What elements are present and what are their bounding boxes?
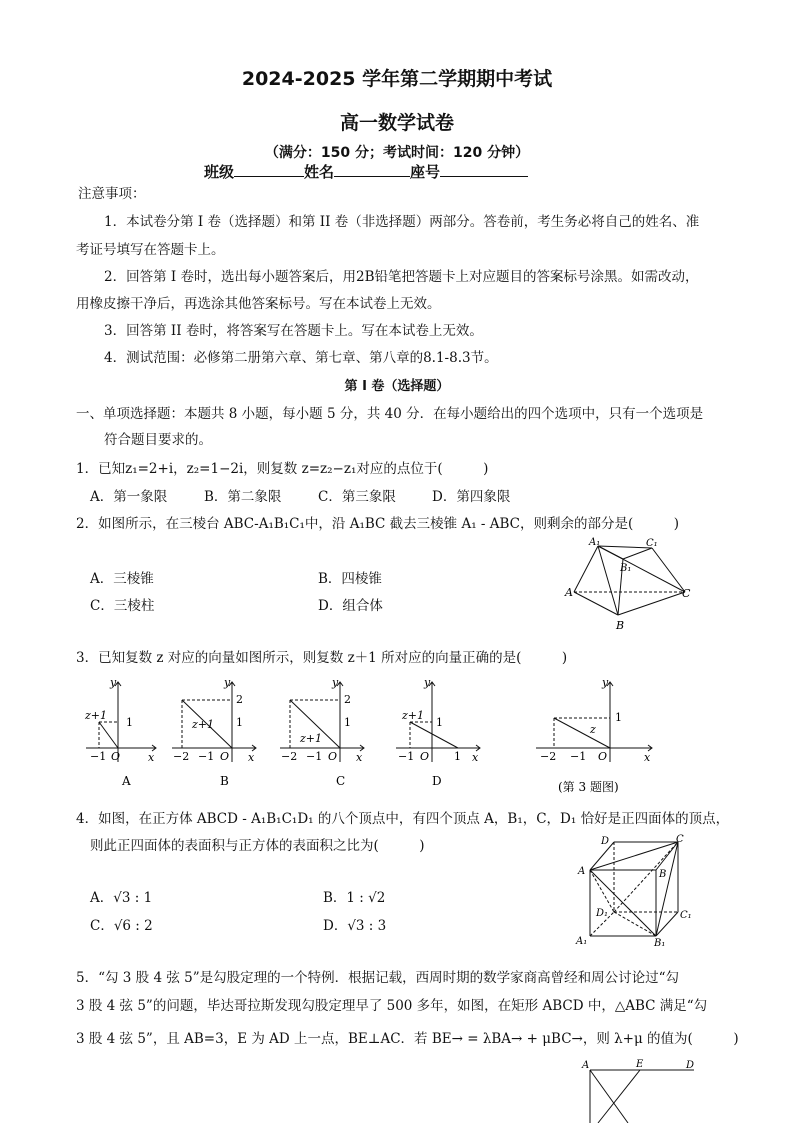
q1-stem: 1．已知z₁=2+i，z₂=1−2i，则复数 z=z₂−z₁对应的点位于( ) [76,461,489,477]
q2-label-c: C [682,587,691,600]
q5-label-a: A [582,1060,590,1071]
q3c-tick-2: 2 [344,693,351,706]
note-1a: 1．本试卷分第 I 卷（选择题）和第 II 卷（非选择题）两部分。答卷前，考生务必将自己的姓名、准 [104,214,700,230]
q3b-origin: O [220,750,230,763]
note-1b: 考证号填写在答题卡上。 [76,242,225,258]
q4-label-a1: A₁ [576,936,588,947]
q3c-caption: C [336,774,346,788]
q5-label-e: E [636,1059,644,1070]
q2-label-b: B [616,619,625,632]
q3d-tick-1: 1 [454,750,461,763]
q3b-tick-1: 1 [236,716,243,729]
q3-figure-b [168,672,268,788]
q3b-vector-label: z+1 [192,718,215,731]
student-info-line [204,161,528,182]
q3a-origin: O [111,750,121,763]
q4-label-a: A [578,866,586,877]
q3ref-tick-neg2: −2 [540,750,557,763]
q3b-caption: B [220,774,229,788]
q2-label-a: A [565,586,573,599]
q4-option-c: C．√6 : 2 [90,918,153,934]
q3d-tick-neg1: −1 [398,750,415,763]
q3a-tick-neg1: −1 [90,750,107,763]
q3-figure-d [392,672,492,788]
q3d-origin: O [420,750,430,763]
q2-option-d: D．组合体 [318,598,383,614]
q3c-y-label: y [332,676,339,689]
q4-cube-figure [572,830,697,950]
seat-blank [440,162,528,177]
q1-option-d: D．第四象限 [432,489,511,505]
q5-stem-c: 3 股 4 弦 5”，且 AB=3，E 为 AD 上一点，BE⊥AC．若 BE→ = λBA→ + μBC→，则 λ+μ 的值为( ) [76,1031,739,1047]
q3ref-y-label: y [602,676,609,689]
q3-figure-a [82,672,172,788]
q2-label-b1: B₁ [620,563,632,574]
q4-stem-a: 4．如图，在正方体 ABCD - A₁B₁C₁D₁ 的八个顶点中，有四个顶点 A，B₁，C，D₁ 恰好是正四面体的顶点， [76,811,730,827]
q2-stem: 2．如图所示，在三棱台 ABC-A₁B₁C₁中，沿 A₁BC 截去三棱锥 A₁ - ABC，则剩余的部分是( ) [76,516,680,532]
note-4: 4．测试范围：必修第二册第六章、第七章、第八章的8.1-8.3节。 [104,350,498,366]
score-info: （满分：150 分；考试时间：120 分钟） [264,145,530,161]
q3b-tick-neg1: −1 [198,750,215,763]
q1-option-a: A．第一象限 [90,489,168,505]
exam-subtitle: 高一数学试卷 [339,112,454,134]
q4-label-b: B [659,869,667,880]
q3c-tick-neg2: −2 [281,750,298,763]
q4-option-a: A．√3 : 1 [90,890,153,906]
q3d-tick-y1: 1 [436,716,443,729]
seat-label: 座号 [410,163,441,181]
q3b-tick-2: 2 [236,693,243,706]
q2-option-a: A．三棱锥 [90,571,154,587]
note-2a: 2．回答第 I 卷时，选出每小题答案后，用2B铅笔把答题卡上对应题目的答案标号涂黑。如需改动， [104,269,699,285]
q4-label-d: D [601,836,610,847]
q3d-caption: D [432,774,442,788]
q3a-vector-label: z+1 [85,709,108,722]
q3a-tick-1: 1 [126,716,133,729]
q3-figure-c [276,672,376,788]
class-label: 班级 [204,163,235,181]
q5-rectangle-figure [578,1056,698,1123]
q3d-x-label: x [472,751,479,764]
q4-label-c1: C₁ [680,910,692,921]
q3c-tick-neg1: −1 [306,750,323,763]
note-3: 3．回答第 II 卷时，将答案写在答题卡上。写在本试卷上无效。 [104,323,483,339]
q4-stem-b: 则此正四面体的表面积与正方体的表面积之比为( ) [90,838,425,854]
section-1-instructions-a: 一、单项选择题：本题共 8 小题，每小题 5 分，共 40 分．在每小题给出的四个选项中，只有一个选项是 [76,406,704,422]
q4-option-b: B．1 : √2 [323,890,386,906]
class-blank [234,162,304,177]
q3ref-vector-label: z [590,723,596,736]
q4-label-c: C [676,834,684,845]
q2-label-c1: C₁ [646,538,658,549]
q3-reference-figure [532,672,662,798]
q3b-y-label: y [224,676,231,689]
q3ref-tick-1: 1 [615,711,622,724]
q1-option-b: B．第二象限 [204,489,282,505]
section-1-title: 第 I 卷（选择题） [344,379,450,394]
q3c-x-label: x [356,751,363,764]
q3ref-origin: O [598,750,608,763]
q3ref-tick-neg1: −1 [570,750,587,763]
q3b-tick-neg2: −2 [173,750,190,763]
q3d-vector-label: z+1 [402,709,425,722]
q4-option-d: D．√3 : 3 [323,918,387,934]
q3c-origin: O [328,750,338,763]
name-blank [334,162,410,177]
q2-option-b: B．四棱锥 [318,571,382,587]
name-label: 姓名 [304,163,335,181]
q2-label-a1: A₁ [589,537,601,548]
q1-option-c: C．第三象限 [318,489,396,505]
q5-label-d: D [686,1060,695,1071]
exam-title: 2024-2025 学年第二学期期中考试 [241,68,553,90]
q3a-y-label: y [110,676,117,689]
section-1-instructions-b: 符合题目要求的。 [104,432,212,448]
q3c-tick-1: 1 [344,716,351,729]
q3ref-caption: (第 3 题图) [558,780,619,794]
q2-option-c: C．三棱柱 [90,598,155,614]
q3b-x-label: x [248,751,255,764]
q2-frustum-figure [560,535,700,635]
notes-heading: 注意事项： [78,186,146,202]
q4-label-b1: B₁ [654,938,666,949]
q3d-y-label: y [424,676,431,689]
q3a-x-label: x [148,751,155,764]
note-2b: 用橡皮擦干净后，再选涂其他答案标号。写在本试卷上无效。 [76,296,441,312]
q3c-vector-label: z+1 [300,732,323,745]
q3-stem: 3．已知复数 z 对应的向量如图所示，则复数 z＋1 所对应的向量正确的是( ) [76,650,568,666]
q3ref-x-label: x [644,751,651,764]
q5-stem-b: 3 股 4 弦 5”的问题，毕达哥拉斯发现勾股定理早了 500 多年，如图，在矩形 ABCD 中，△ABC 满足“勾 [76,998,708,1014]
q4-label-d1: D₁ [596,908,609,919]
q5-stem-a: 5．“勾 3 股 4 弦 5”是勾股定理的一个特例．根据记载，西周时期的数学家商高曾经和周公讨论过“勾 [76,970,680,986]
q3a-caption: A [122,774,131,788]
